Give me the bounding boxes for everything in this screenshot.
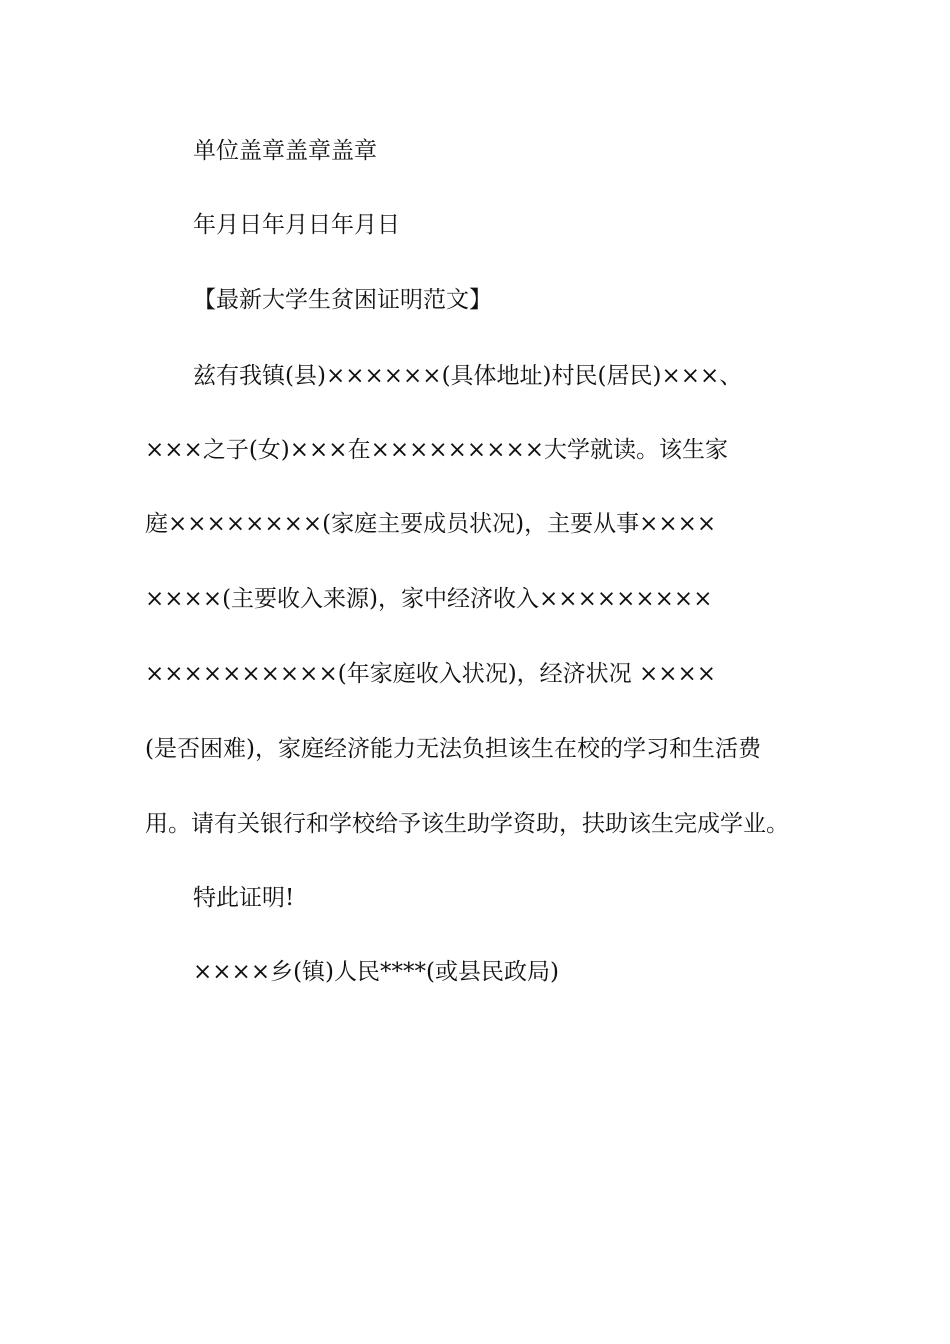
body-paragraph-line: ×××之子(女)×××在×××××××××大学就读。该生家	[145, 437, 729, 463]
body-paragraph-line: 用。请有关银行和学校给予该生助学资助，扶助该生完成学业。	[145, 811, 789, 837]
body-paragraph-line: 庭××××××××(家庭主要成员状况)，主要从事××××	[145, 511, 717, 537]
body-paragraph-line: (是否困难)，家庭经济能力无法负担该生在校的学习和生活费	[145, 736, 761, 762]
issuer-line: ××××乡(镇)人民****(或县民政局)	[193, 959, 559, 985]
date-line: 年月日年月日年月日	[193, 212, 400, 238]
certification-line: 特此证明!	[193, 885, 295, 911]
body-paragraph-line: 兹有我镇(县)××××××(具体地址)村民(居民)×××、	[193, 363, 743, 389]
document-title: 【最新大学生贫困证明范文】	[193, 287, 492, 313]
seal-line: 单位盖章盖章盖章	[193, 138, 377, 164]
body-paragraph-line: ××××(主要收入来源)，家中经济收入×××××××××	[145, 586, 713, 612]
body-paragraph-line: ××××××××××(年家庭收入状况)，经济状况 ××××	[145, 661, 717, 687]
